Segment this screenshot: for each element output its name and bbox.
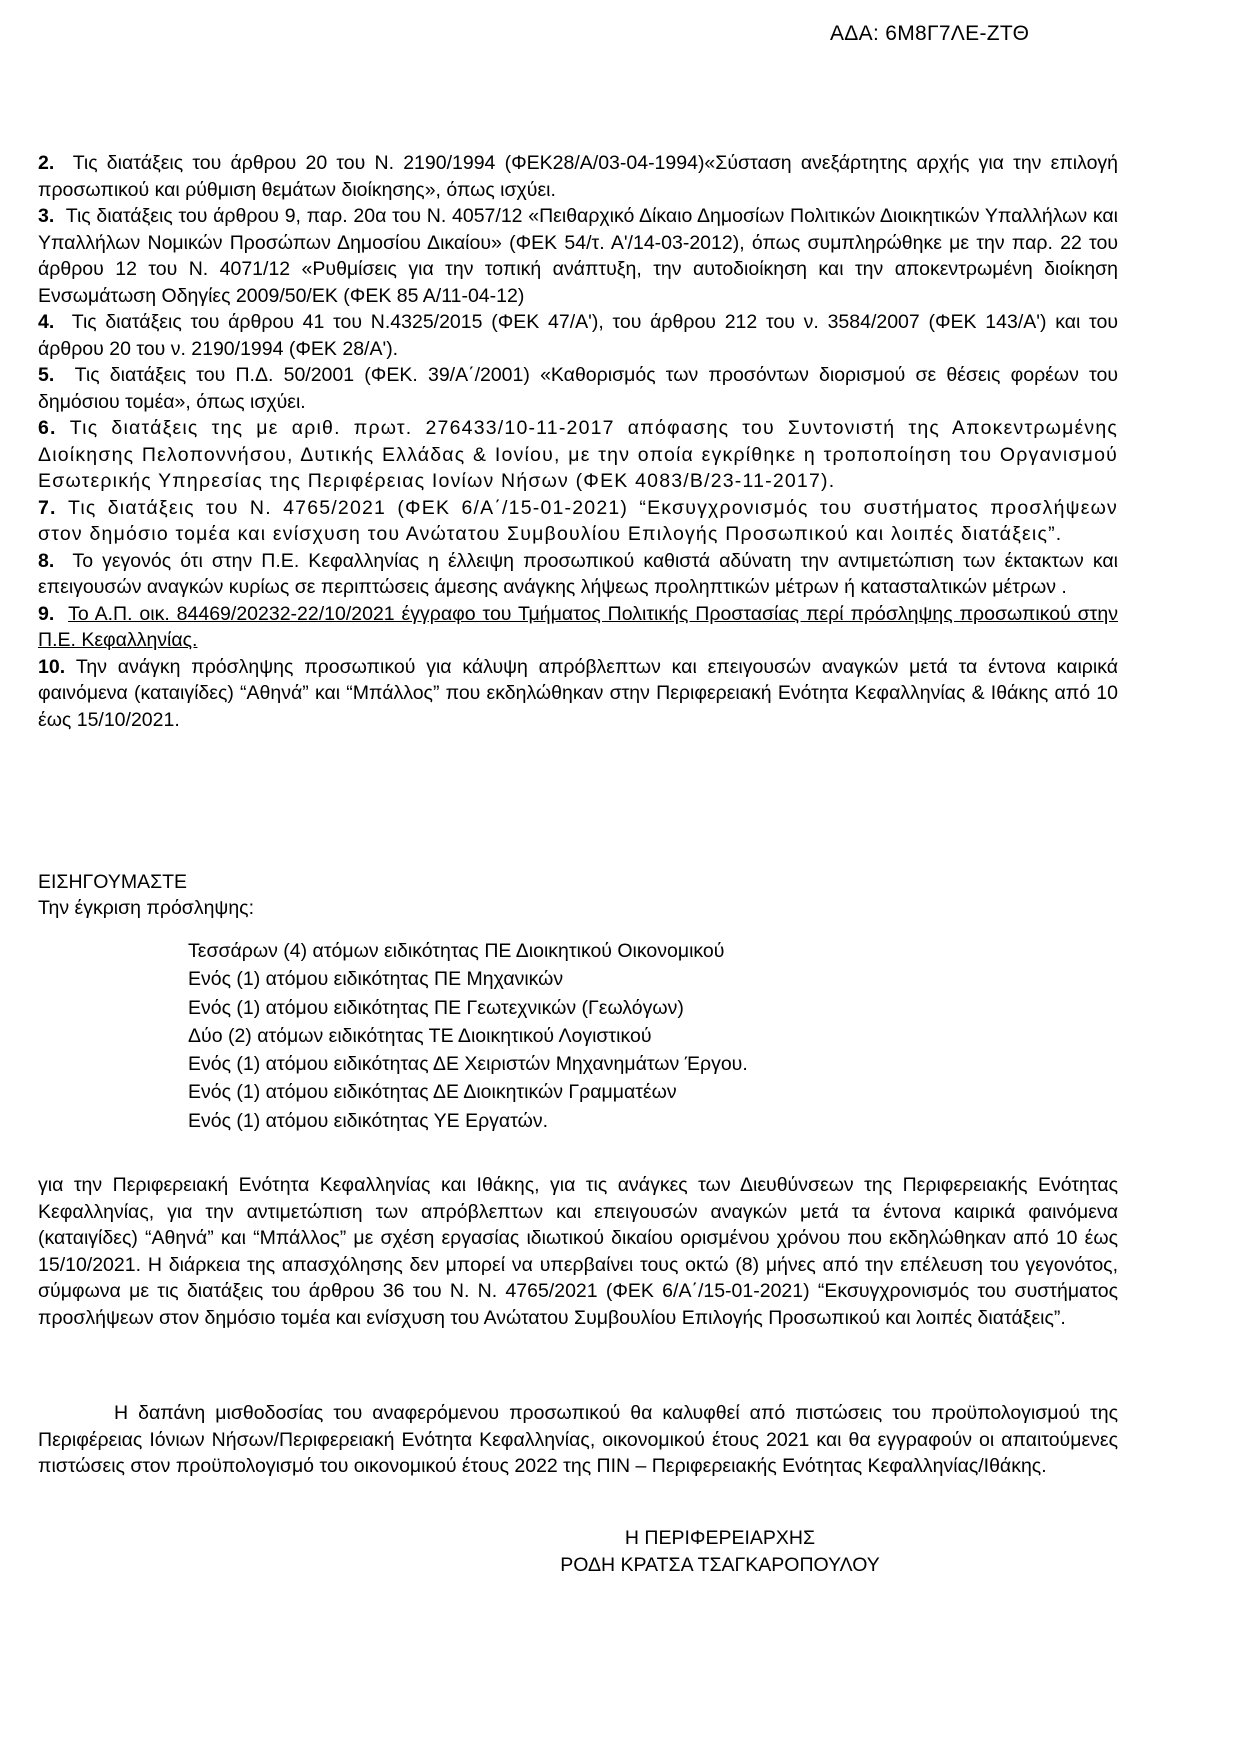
item-number: 2.	[38, 152, 55, 174]
legal-item-7	[38, 495, 1118, 548]
item-text: Τις διατάξεις του άρθρου 20 του Ν. 2190/1994 (ΦΕΚ28/Α/03-04-1994)«Σύσταση ανεξάρτητης αρχής για την επιλογή προσωπικού και ρύθμιση θεμάτων διοίκησης», όπως ισχύει.	[38, 152, 1119, 201]
item-text: Τις διατάξεις της με αριθ. πρωτ. 276433/10-11-2017 απόφασης του Συντονιστή της Αποκεντρωμένης Διοίκησης Πελοποννήσου, Δυτικής Ελλάδας & Ιονίου, με την οποία εγκρίθηκε η τροποποίηση του Οργανισμού Εσωτερικής Υπηρεσίας της Περιφέρειας Ιονίων Νήσων (ΦΕΚ 4083/Β/23-11-2017).	[38, 417, 1118, 492]
signature-title: Η ΠΕΡΙΦΕΡΕΙΑΡΧΗΣ	[624, 1527, 816, 1549]
legal-item-9	[38, 601, 1118, 654]
position-text: Τεσσάρων (4) ατόμων ειδικότητας ΠΕ Διοικητικού Οικονομικού	[188, 940, 725, 962]
item-number: 5.	[38, 364, 55, 386]
legal-item-6	[38, 415, 1118, 495]
legal-item-3	[38, 203, 1118, 309]
item-text: Την ανάγκη πρόσληψης προσωπικού για κάλυψη απρόβλεπτων και επειγουσών αναγκών μετά τα έντονα καιρικά φαινόμενα (καταιγίδες) “Αθηνά” και “Μπάλλος” που εκδηλώθηκαν στην Περιφερειακή Ενότητα Κεφαλληνίας & Ιθάκης από 10 έως 15/10/2021.	[38, 655, 1118, 731]
item-number: 10.	[38, 655, 66, 678]
item-text: Το γεγονός ότι στην Π.Ε. Κεφαλληνίας η έλλειψη προσωπικού καθιστά αδύνατη την αντιμετώπιση των έκτακτων και επειγουσών αναγκών κυρίως σε περιπτώσεις άμεσης ανάγκης λήψεως προληπτικών μέτρων ή κατασταλτικών μέτρων .	[38, 549, 1118, 598]
item-text: Τις διατάξεις του άρθρου 41 του Ν.4325/2015 (ΦΕΚ 47/Α'), του άρθρου 212 του ν. 3584/2007 (ΦΕΚ 143/Α') και του άρθρου 20 του ν. 2190/1994 (ΦΕΚ 28/Α').	[38, 311, 1118, 360]
position-text: Ενός (1) ατόμου ειδικότητας ΔΕ Χειριστών Μηχανημάτων Έργου.	[188, 1053, 748, 1076]
legal-item-8	[38, 548, 1118, 601]
signature-block	[500, 1525, 940, 1579]
proposal-heading: ΕΙΣΗΓΟΥΜΑΣΤΕ	[38, 871, 188, 893]
item-number: 6.	[38, 417, 57, 439]
ada-code: ΑΔΑ: 6Μ8Γ7ΛΕ-ΖΤΘ	[830, 22, 1030, 45]
purpose-paragraph: για την Περιφερειακή Ενότητα Κεφαλληνίας και Ιθάκης, για τις ανάγκες των Διευθύνσεων της Περιφερειακής Ενότητας Κεφαλληνίας, για την αντιμετώπιση των απρόβλεπτων και επειγουσών αναγκών μετά τα έντονα καιρικά φαινόμενα (καταιγίδες) “Αθηνά” και “Μπάλλος” με σχέση εργασίας ιδιωτικού δικαίου ορισμένου χρόνου που εκδηλώθηκαν από 10 έως 15/10/2021. Η διάρκεια της απασχόλησης δεν μπορεί να υπερβαίνει τους οκτώ (8) μήνες από την επέλευση του γεγονότος, σύμφωνα με τις διατάξεις του άρθρου 36 του Ν. Ν. 4765/2021 (ΦΕΚ 6/Α΄/15-01-2021) “Εκσυγχρονισμός του συστήματος προσλήψεων στον δημόσιο τομέα και ενίσχυση του Ανώτατου Συμβουλίου Επιλογής Προσωπικού και λοιπές διατάξεις”.	[38, 1174, 1118, 1329]
legal-item-4	[38, 309, 1118, 362]
signature-name: ΡΟΔΗ ΚΡΑΤΣΑ ΤΣΑΓΚΑΡΟΠΟΥΛΟΥ	[560, 1554, 880, 1576]
proposal-subheading: Την έγκριση πρόσληψης:	[38, 897, 254, 919]
legal-item-10	[38, 654, 1118, 734]
legal-basis-list	[38, 150, 1118, 733]
legal-item-5	[38, 362, 1118, 415]
position-text: Δύο (2) ατόμων ειδικότητας ΤΕ Διοικητικού Λογιστικού	[188, 1024, 652, 1047]
item-text: Τις διατάξεις του Π.Δ. 50/2001 (ΦΕΚ. 39/Α΄/2001) «Καθορισμός των προσόντων διορισμού σε θέσεις φορέων του δημόσιου τομέα», όπως ισχύει.	[38, 364, 1118, 413]
item-number: 3.	[38, 205, 55, 227]
position-text: Ενός (1) ατόμου ειδικότητας ΠΕ Μηχανικών	[188, 968, 564, 991]
budget-paragraph: Η δαπάνη μισθοδοσίας του αναφερόμενου προσωπικού θα καλυφθεί από πιστώσεις του προϋπολογισμού της Περιφέρειας Ιόνιων Νήσων/Περιφερειακή Ενότητα Κεφαλληνίας, οικονομικού έτους 2021 και θα εγγραφούν οι απαιτούμενες πιστώσεις στον προϋπολογισμό του οικονομικού έτους 2022 της ΠΙΝ – Περιφερειακής Ενότητας Κεφαλληνίας/Ιθάκης.	[38, 1402, 1118, 1477]
item-text: Τις διατάξεις του Ν. 4765/2021 (ΦΕΚ 6/Α΄/15-01-2021) “Εκσυγχρονισμός του συστήματος προσλήψεων στον δημόσιο τομέα και ενίσχυση του Ανώτατου Συμβουλίου Επιλογής Προσωπικού και λοιπές διατάξεις”.	[38, 496, 1118, 545]
position-text: Ενός (1) ατόμου ειδικότητας ΥΕ Εργατών.	[188, 1109, 549, 1132]
item-text-underlined: Το Α.Π. οικ. 84469/20232-22/10/2021 έγγραφο του Τμήματος Πολιτικής Προστασίας περί πρόσληψης προσωπικού στην Π.Ε. Κεφαλληνίας.	[38, 602, 1118, 651]
item-number: 9.	[38, 602, 55, 625]
item-number: 7.	[38, 496, 57, 519]
position-text: Ενός (1) ατόμου ειδικότητας ΠΕ Γεωτεχνικών (Γεωλόγων)	[188, 996, 684, 1019]
legal-item-2	[38, 150, 1118, 203]
item-text: Τις διατάξεις του άρθρου 9, παρ. 20α του Ν. 4057/12 «Πειθαρχικό Δίκαιο Δημοσίων Πολιτικών Διοικητικών Υπαλλήλων και Υπαλλήλων Νομικών Προσώπων Δημοσίου Δικαίου» (ΦΕΚ 54/τ. Α'/14-03-2012), όπως συμπληρώθηκε με την παρ. 22 του άρθρου 12 του Ν. 4071/12 «Ρυθμίσεις για την τοπική ανάπτυξη, την αυτοδιοίκηση και την αποκεντρωμένη διοίκηση Ενσωμάτωση Οδηγίες 2009/50/ΕΚ (ΦΕΚ 85 Α/11-04-12)	[38, 205, 1118, 307]
proposal-heading-block	[38, 869, 254, 921]
position-text: Ενός (1) ατόμου ειδικότητας ΔΕ Διοικητικών Γραμματέων	[188, 1081, 677, 1104]
item-number: 8.	[38, 549, 55, 572]
item-number: 4.	[38, 311, 55, 333]
